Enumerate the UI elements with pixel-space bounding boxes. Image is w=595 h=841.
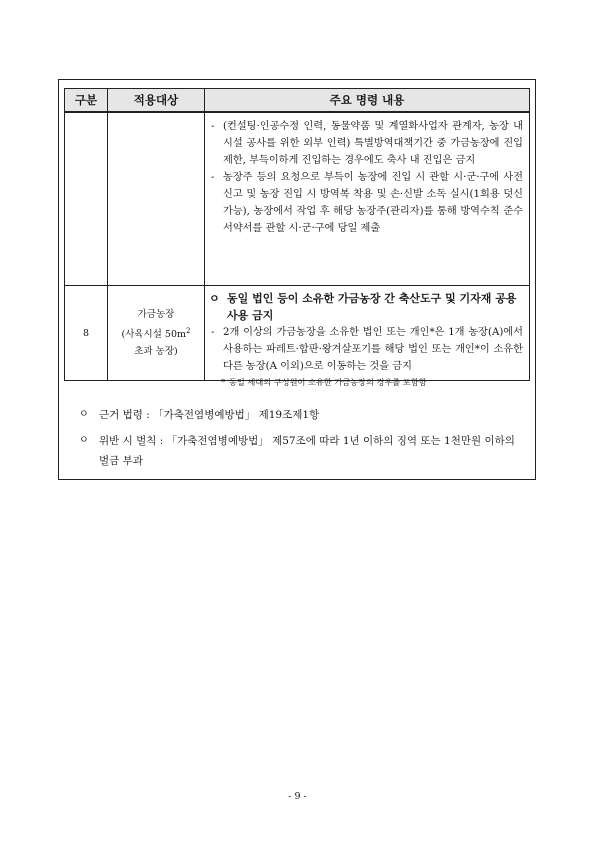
circle-bullet-icon: ㅇ (209, 292, 220, 305)
order-item: - 농장주 등의 요청으로 부득이 농장에 진입 시 관할 시·군·구에 사전 신고 및 농장 진입 시 방역복 착용 및 손·신발 소독 실시(1회용 덧신 가능), 농장에서 작업 후 해당 농장주(관리자)를 통해 방역수칙 준수 서약서를 관할 시·군·구에 당일 제출 (211, 172, 523, 234)
header-main-orders: 주요 명령 내용 (205, 89, 530, 113)
circle-bullet-icon: ㅇ (79, 435, 89, 446)
row-content-cell (205, 286, 530, 387)
order-item: - 2개 이상의 가금농장을 소유한 법인 또는 개인*은 1개 농장(A)에서 사용하는 파레트·합판·왕겨살포기를 해당 법인 또는 개인*이 소유한 다른 농장(A 이외)으로 이동하는 것을 금지 (211, 327, 523, 372)
row-number-cell: 8 (65, 286, 108, 381)
row-content-cell (205, 112, 530, 286)
order-item-text: 농장주 등의 요청으로 부득이 농장에 진입 시 관할 시·군·구에 사전 신고 및 농장 진입 시 방역복 착용 및 손·신발 소독 실시(1회용 덧신 가능), 농장에서 작업 후 해당 농장주(관리자)를 통해 방역수칙 준수 서약서를 관할 시·군·구에 당일 제출 (223, 172, 523, 234)
legal-basis-list (79, 405, 519, 477)
document-frame (58, 79, 536, 480)
target-name: 가금농장 (137, 308, 175, 320)
page-number: - 9 - (288, 791, 307, 802)
legal-basis-item: ㅇ 근거 법령 : 「가축전염병예방법」 제19조제1항 (79, 405, 519, 425)
header-target: 적용대상 (108, 89, 205, 113)
order-item-text: 2개 이상의 가금농장을 소유한 법인 또는 개인*은 1개 농장(A)에서 사용하는 파레트·합판·왕겨살포기를 해당 법인 또는 개인*이 소유한 다른 농장(A 이외)으로 이동하는 것을 금지 (223, 327, 523, 372)
circle-bullet-icon: ㅇ (79, 409, 89, 420)
order-note: * 동일 세대의 구성원이 소유한 가금농장의 경우를 포함함 (221, 377, 427, 387)
table-row-8 (65, 286, 530, 381)
order-title: ㅇ 동일 법인 등이 소유한 가금농장 간 축산도구 및 기자재 공용 사용 금지 (209, 292, 517, 322)
table-row-continued (65, 112, 530, 286)
row-target-cell (108, 286, 205, 381)
header-category: 구분 (65, 89, 108, 113)
quarantine-order-table (64, 88, 530, 387)
target-condition: (사육시설 $50m^2$ (121, 326, 191, 341)
table-header-row (65, 89, 530, 113)
order-item-text: (컨설팅·인공수정 인력, 동물약품 및 계열화사업자 관계자, 농장 내 시설 공사를 위한 외부 인력) 특별방역대책기간 중 가금농장에 진입 제한, 부득이하게 진입하는 경우에도 축사 내 진입은 금지 (223, 121, 523, 166)
order-item: - (컨설팅·인공수정 인력, 동물약품 및 계열화사업자 관계자, 농장 내 시설 공사를 위한 외부 인력) 특별방역대책기간 중 가금농장에 진입 제한, 부득이하게 진입하는 경우에도 축사 내 진입은 금지 (211, 121, 523, 166)
target-condition-suffix: 초과 농장) (134, 346, 178, 358)
row-target-cell (108, 112, 205, 286)
penalty-item: ㅇ 위반 시 벌칙 : 「가축전염병예방법」 제57조에 따라 1년 이하의 징역 또는 1천만원 이하의 벌금 부과 (79, 431, 519, 471)
row-number-cell (65, 112, 108, 286)
